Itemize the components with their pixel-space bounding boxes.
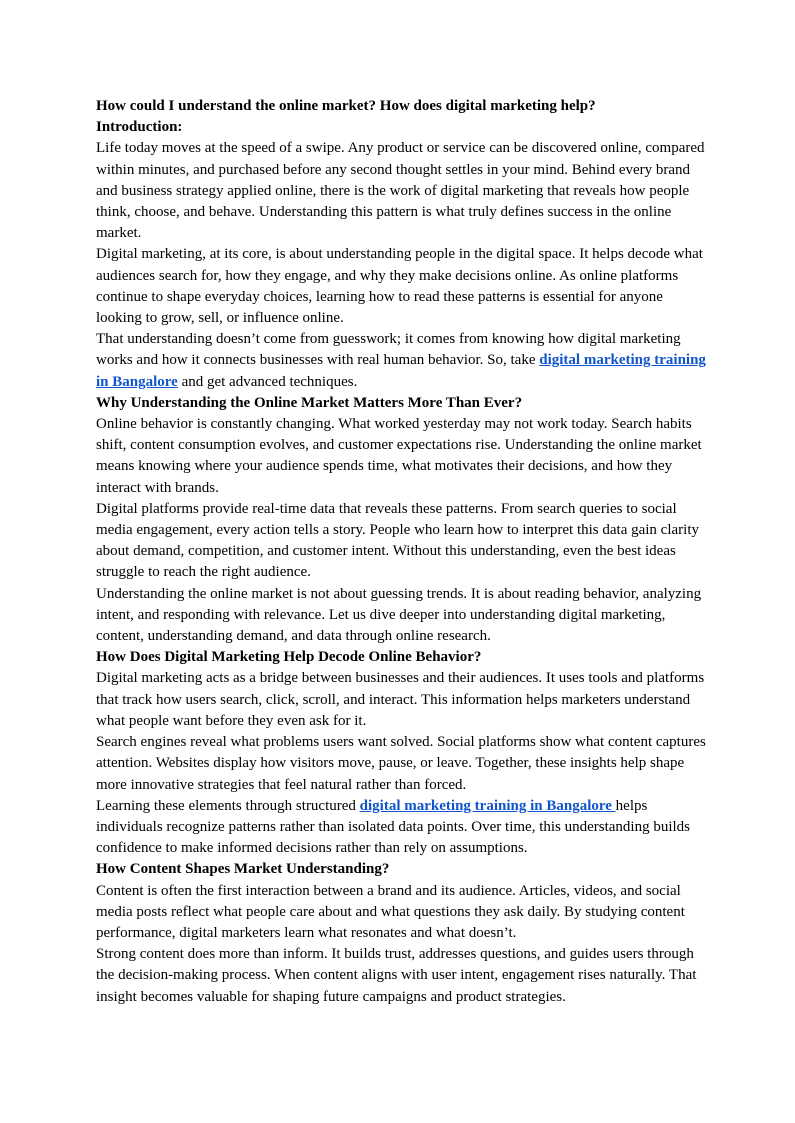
section2-paragraph-3 (96, 796, 706, 860)
intro-paragraph-3 (96, 329, 706, 393)
intro-heading: Introduction: (96, 119, 183, 136)
intro-p3-text-before: That understanding doesn’t come from guesswork; it comes from knowing how digital marketing works and how it connects businesses with real human behavior. So, take (96, 331, 681, 369)
intro-p3-text-after: and get advanced techniques. (177, 373, 358, 390)
section3-heading: How Content Shapes Market Understanding? (96, 861, 390, 878)
section2-paragraph-2: Search engines reveal what problems users want solved. Social platforms show what content captures attention. Websites display how visitors move, pause, or leave. Together, these insights help shape more innovative strategies that feel natural rather than forced. (96, 734, 706, 793)
document-title: How could I understand the online market? How does digital marketing help? (96, 98, 596, 114)
section1-paragraph-3: Understanding the online market is not about guessing trends. It is about reading behavior, analyzing intent, and responding with relevance. Let us dive deeper into understanding digital marketing, content, understanding demand, and data through online research. (96, 585, 702, 645)
training-link-1[interactable]: digital marketing training in Bangalore (96, 352, 706, 390)
intro-paragraph-1: Life today moves at the speed of a swipe. Any product or service can be discovered online, compared within minutes, and purchased before any second thought settles in your mind. Behind every brand and business strategy applied online, there is the work of digital marketing that reveals how people think, choose, and behave. Understanding this pattern is what truly defines success in the online market. (96, 140, 705, 242)
section1-paragraph-1: Online behavior is constantly changing. What worked yesterday may not work today. Search habits shift, content consumption evolves, and customer expectations rise. Understanding the online market means knowing where your audience spends time, what motivates their decisions, and how they interact with brands. (96, 416, 702, 496)
section2-heading: How Does Digital Marketing Help Decode Online Behavior? (96, 649, 482, 666)
document-body (96, 96, 706, 1008)
section2-p3-text-before: Learning these elements through structured (96, 797, 360, 814)
training-link-2[interactable]: digital marketing training in Bangalore (359, 797, 616, 814)
section1-heading: Why Understanding the Online Market Matters More Than Ever? (96, 394, 523, 411)
section2-paragraph-1: Digital marketing acts as a bridge between businesses and their audiences. It uses tools and platforms that track how users search, click, scroll, and interact. This information helps marketers understand what people want before they even ask for it. (96, 670, 705, 729)
section3-paragraph-2: Strong content does more than inform. It builds trust, addresses questions, and guides users through the decision-making process. When content aligns with user intent, engagement rises naturally. That insight becomes valuable for shaping future campaigns and product strategies. (96, 946, 697, 1005)
intro-paragraph-2: Digital marketing, at its core, is about understanding people in the digital space. It helps decode what audiences search for, how they engage, and why they make decisions online. As online platforms continue to shape everyday choices, learning how to read these patterns is essential for anyone looking to grow, sell, or influence online. (96, 246, 703, 327)
section3-paragraph-1: Content is often the first interaction between a brand and its audience. Articles, videos, and social media posts reflect what people care about and what questions they ask daily. By studying content performance, digital marketers learn what resonates and what doesn’t. (96, 882, 685, 941)
section2-p3-text-after: helps individuals recognize patterns rather than isolated data points. Over time, this understanding builds confidence to make informed decisions rather than rely on assumptions. (96, 797, 691, 857)
section1-paragraph-2: Digital platforms provide real-time data that reveals these patterns. From search queries to social media engagement, every action tells a story. People who learn how to interpret this data gain clarity about demand, competition, and customer intent. Without this understanding, even the best ideas struggle to reach the right audience. (96, 500, 699, 581)
